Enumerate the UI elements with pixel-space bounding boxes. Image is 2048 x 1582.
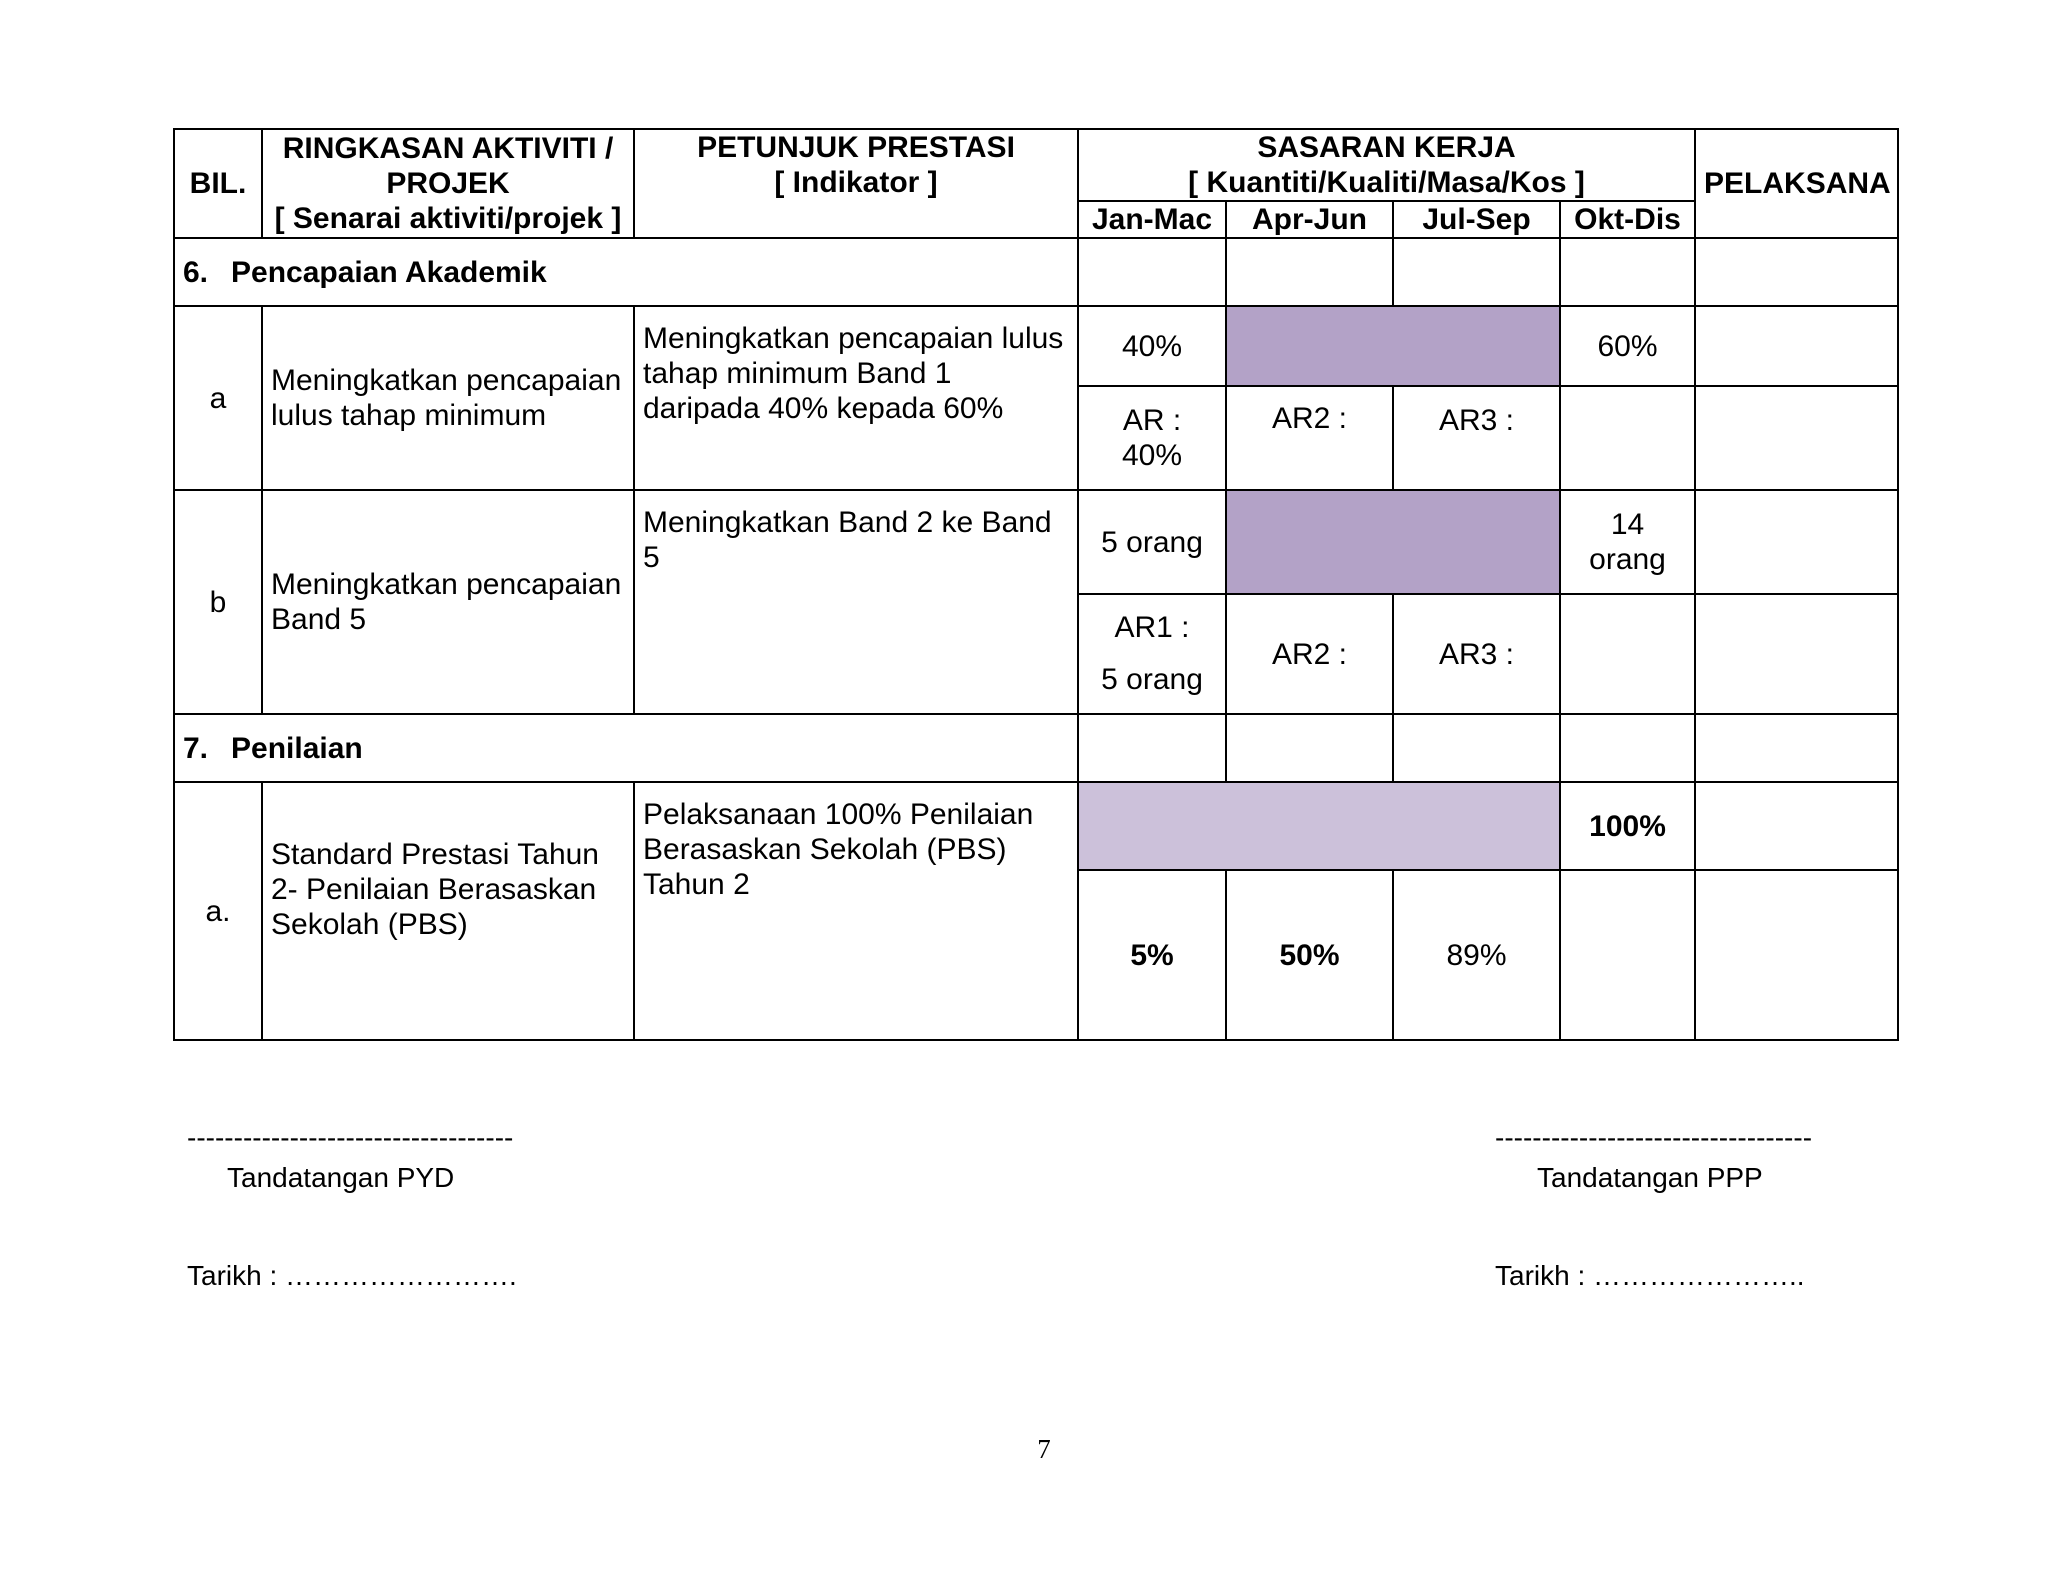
signature-label-pyd: Tandatangan PYD bbox=[227, 1162, 455, 1193]
pelaksana-cell bbox=[1695, 306, 1898, 386]
table-row bbox=[174, 306, 1898, 386]
target-okt-dis bbox=[1560, 490, 1695, 594]
achievement-apr-jun: 50% bbox=[1226, 870, 1393, 1040]
header-sasaran bbox=[1078, 129, 1695, 201]
header-bil: BIL. bbox=[174, 129, 262, 238]
signature-line-ppp: ---------------------------------- bbox=[1495, 1122, 1813, 1153]
achievement-jul-sep: AR3 : bbox=[1393, 386, 1560, 490]
row-activity: Standard Prestasi Tahun 2- Penilaian Berasaskan Sekolah (PBS) bbox=[262, 782, 634, 1040]
achievement-apr-jun: AR2 : bbox=[1226, 386, 1393, 490]
section-number-7: 7. bbox=[183, 731, 209, 765]
target-shaded-period bbox=[1226, 490, 1560, 594]
header-ringkasan-line2: PROJEK bbox=[386, 167, 510, 200]
header-ringkasan-line1: RINGKASAN AKTIVITI / bbox=[282, 132, 614, 165]
row-bil: a bbox=[174, 306, 262, 490]
achievement-value: 40% bbox=[1121, 439, 1183, 472]
section-label-6: Pencapaian Akademik bbox=[231, 255, 547, 289]
achievement-apr-jun: AR2 : bbox=[1226, 594, 1393, 714]
empty-cell bbox=[1560, 594, 1695, 714]
signature-line-pyd: ----------------------------------- bbox=[187, 1122, 514, 1153]
row-indicator: Meningkatkan Band 2 ke Band 5 bbox=[634, 490, 1078, 714]
row-indicator: Meningkatkan pencapaian lulus tahap minimum Band 1 daripada 40% kepada 60% bbox=[634, 306, 1078, 490]
header-petunjuk-line2: [ Indikator ] bbox=[774, 166, 938, 199]
table-row bbox=[174, 490, 1898, 594]
empty-cell bbox=[1226, 714, 1393, 782]
empty-cell bbox=[1695, 238, 1898, 306]
header-month-apr-jun: Apr-Jun bbox=[1226, 201, 1393, 238]
row-bil: a. bbox=[174, 782, 262, 1040]
empty-cell bbox=[1560, 714, 1695, 782]
header-ringkasan-line3: [ Senarai aktiviti/projek ] bbox=[274, 202, 622, 235]
header-month-jul-sep: Jul-Sep bbox=[1393, 201, 1560, 238]
achievement-label: AR1 : bbox=[1114, 611, 1190, 644]
empty-cell bbox=[1695, 714, 1898, 782]
achievement-jul-sep: 89% bbox=[1393, 870, 1560, 1040]
section-number-6: 6. bbox=[183, 255, 209, 289]
empty-cell bbox=[1560, 870, 1695, 1040]
pelaksana-cell bbox=[1695, 490, 1898, 594]
header-month-okt-dis: Okt-Dis bbox=[1560, 201, 1695, 238]
page-number: 7 bbox=[1037, 1434, 1051, 1464]
achievement-jan-mac bbox=[1078, 594, 1226, 714]
achievement-value: 5 orang bbox=[1101, 663, 1203, 696]
section-title-7 bbox=[174, 714, 1078, 782]
section-row-7 bbox=[174, 714, 1898, 782]
achievement-jan-mac bbox=[1078, 386, 1226, 490]
achievement-label: AR : bbox=[1122, 404, 1182, 437]
header-month-jan-mac: Jan-Mac bbox=[1078, 201, 1226, 238]
work-target-table bbox=[173, 128, 1899, 1041]
section-row-6 bbox=[174, 238, 1898, 306]
date-field-ppp: Tarikh : ………………….. bbox=[1495, 1260, 1805, 1291]
header-petunjuk bbox=[634, 129, 1078, 238]
target-jan-mac: 5 orang bbox=[1078, 490, 1226, 594]
target-shaded-period bbox=[1078, 782, 1560, 870]
header-ringkasan bbox=[262, 129, 634, 238]
row-indicator: Pelaksanaan 100% Penilaian Berasaskan Sekolah (PBS) Tahun 2 bbox=[634, 782, 1078, 1040]
empty-cell bbox=[1560, 386, 1695, 490]
target-shaded-period bbox=[1226, 306, 1560, 386]
empty-cell bbox=[1078, 714, 1226, 782]
header-petunjuk-line1: PETUNJUK PRESTASI bbox=[697, 131, 1015, 164]
target-value: 14 bbox=[1610, 508, 1645, 541]
row-activity: Meningkatkan pencapaian lulus tahap minimum bbox=[262, 306, 634, 490]
section-label-7: Penilaian bbox=[231, 731, 363, 765]
empty-cell bbox=[1226, 238, 1393, 306]
target-okt-dis: 100% bbox=[1560, 782, 1695, 870]
achievement-jul-sep: AR3 : bbox=[1393, 594, 1560, 714]
section-title-6 bbox=[174, 238, 1078, 306]
row-activity: Meningkatkan pencapaian Band 5 bbox=[262, 490, 634, 714]
header-sasaran-line1: SASARAN KERJA bbox=[1257, 131, 1516, 164]
date-field-pyd: Tarikh : ……………………. bbox=[187, 1260, 517, 1291]
pelaksana-cell bbox=[1695, 386, 1898, 490]
pelaksana-cell bbox=[1695, 870, 1898, 1040]
table-row bbox=[174, 782, 1898, 870]
empty-cell bbox=[1393, 238, 1560, 306]
target-unit: orang bbox=[1589, 543, 1666, 576]
achievement-jan-mac: 5% bbox=[1078, 870, 1226, 1040]
target-jan-mac: 40% bbox=[1078, 306, 1226, 386]
signature-label-ppp: Tandatangan PPP bbox=[1537, 1162, 1763, 1193]
empty-cell bbox=[1560, 238, 1695, 306]
empty-cell bbox=[1393, 714, 1560, 782]
pelaksana-cell bbox=[1695, 782, 1898, 870]
pelaksana-cell bbox=[1695, 594, 1898, 714]
row-bil: b bbox=[174, 490, 262, 714]
target-okt-dis: 60% bbox=[1560, 306, 1695, 386]
header-sasaran-line2: [ Kuantiti/Kualiti/Masa/Kos ] bbox=[1188, 166, 1585, 199]
empty-cell bbox=[1078, 238, 1226, 306]
header-pelaksana: PELAKSANA bbox=[1695, 129, 1898, 238]
